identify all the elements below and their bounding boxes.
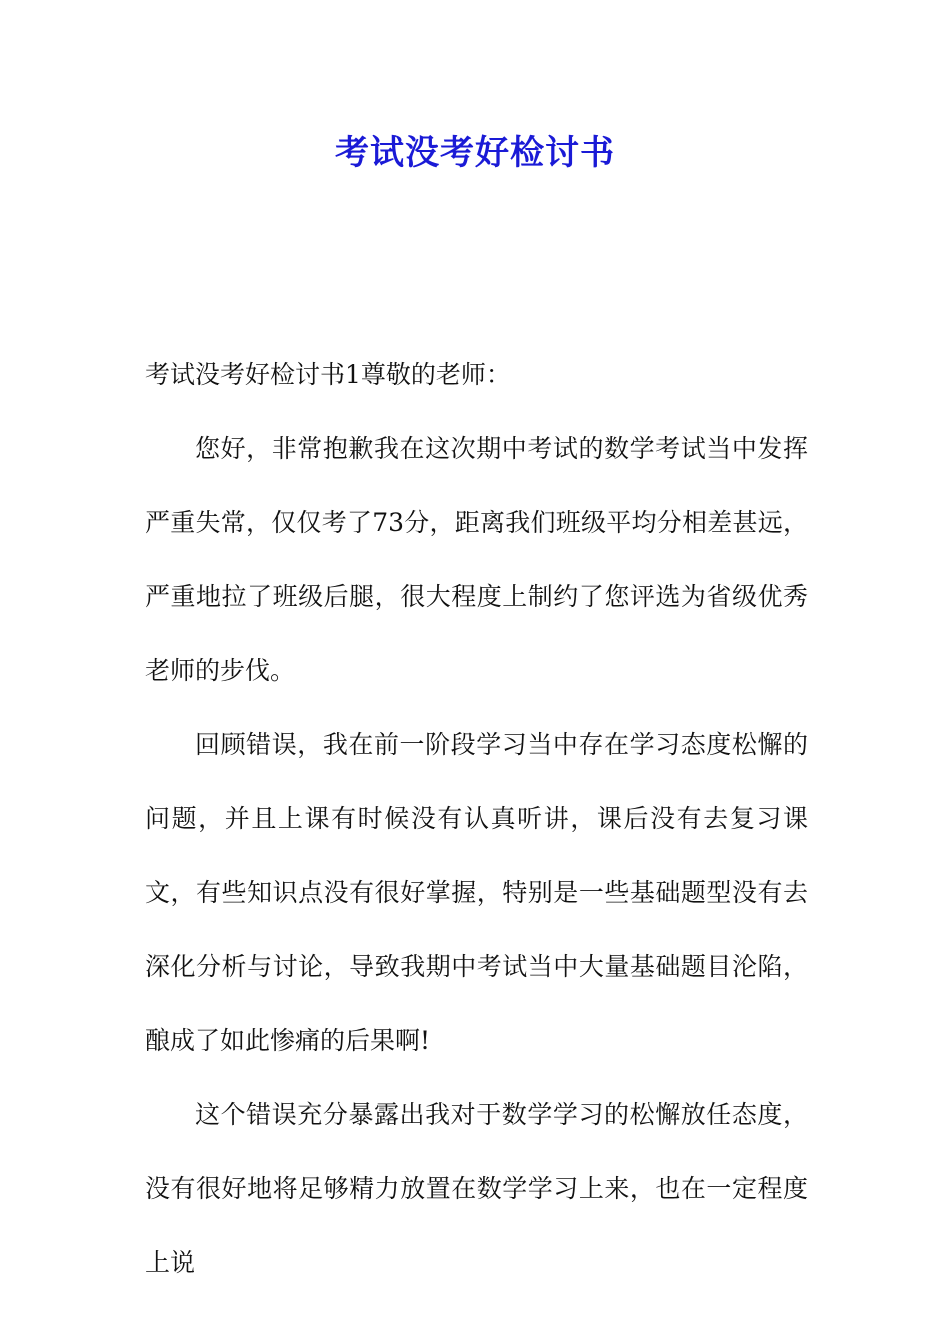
document-body (145, 338, 808, 1300)
body-paragraph-3: 这个错误充分暴露出我对于数学学习的松懈放任态度，没有很好地将足够精力放置在数学学习上来，也在一定程度上说 (145, 1100, 808, 1277)
salutation-paragraph: 考试没考好检讨书1尊敬的老师： (145, 360, 511, 389)
body-paragraph-2: 回顾错误，我在前一阶段学习当中存在学习态度松懈的问题，并且上课有时候没有认真听讲，课后没有去复习课文，有些知识点没有很好掌握，特别是一些基础题型没有去深化分析与讨论，导致我期中考试当中大量基础题目沦陷，酿成了如此惨痛的后果啊! (145, 730, 808, 1055)
body-paragraph-1: 您好，非常抱歉我在这次期中考试的数学考试当中发挥严重失常，仅仅考了73分，距离我们班级平均分相差甚远，严重地拉了班级后腿，很大程度上制约了您评选为省级优秀老师的步伐。 (145, 434, 808, 685)
document-title: 考试没考好检讨书 (335, 133, 615, 173)
